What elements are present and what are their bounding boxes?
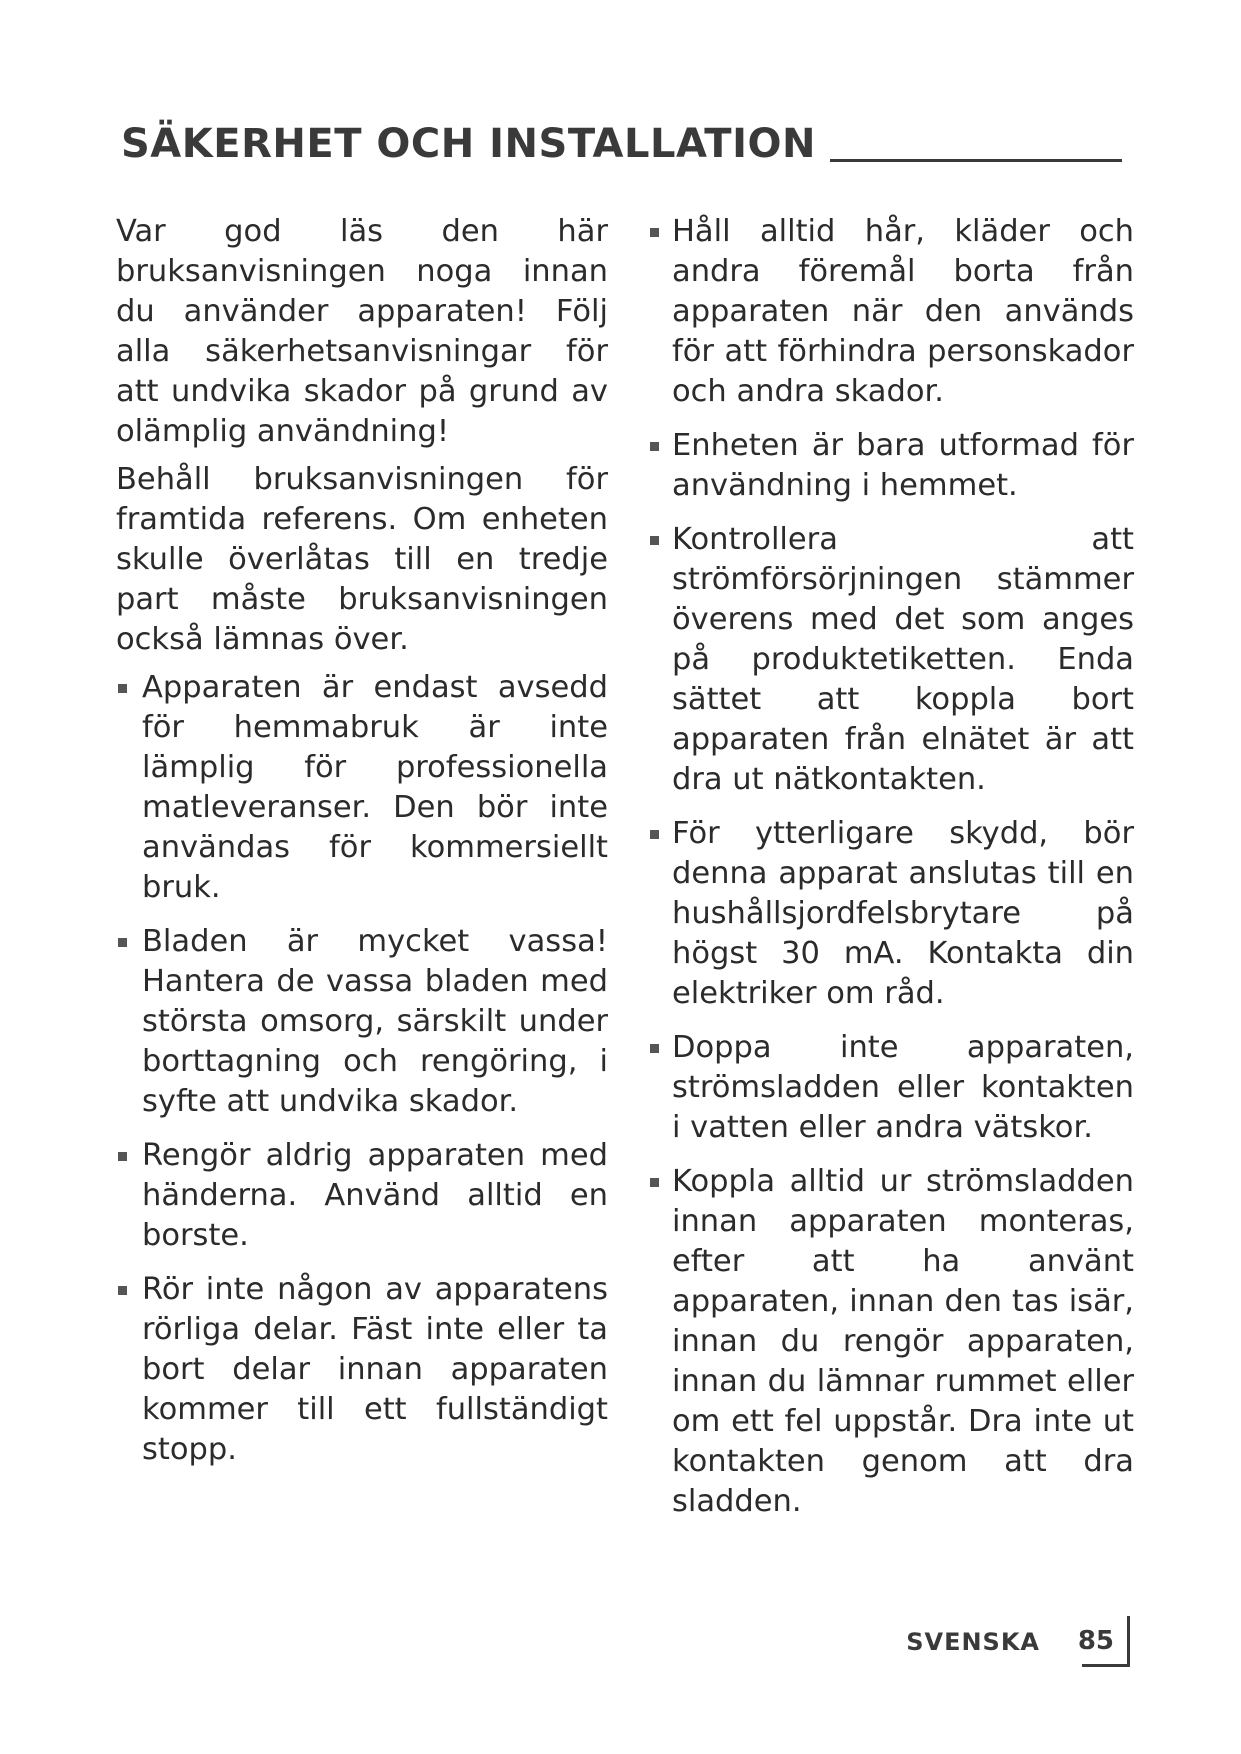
- left-column: [116, 212, 608, 1484]
- list-item: [648, 520, 1134, 800]
- list-item-text: Koppla alltid ur strömsladden innan apparaten monteras, efter att ha använt apparaten, innan den tas isär, innan du rengör apparaten, innan du lämnar rummet eller om ett fel uppstår. Dra inte ut kontakten genom att dra sladden.: [672, 1164, 1134, 1519]
- list-item: [116, 668, 608, 908]
- square-bullet-icon: [650, 830, 659, 839]
- list-item: [648, 426, 1134, 506]
- list-item-text: Bladen är mycket vassa! Hantera de vassa bladen med största omsorg, särskilt under borttagning och rengöring, i syfte att undvika skador.: [142, 924, 608, 1119]
- list-item-text: Kontrollera att strömförsörjningen stämmer överens med det som anges på produktetiketten. Enda sättet att koppla bort apparaten från elnätet är att dra ut nätkontakten.: [672, 522, 1134, 797]
- list-item-text: För ytterligare skydd, bör denna apparat anslutas till en hushållsjordfelsbrytare på högst 30 mA. Kontakta din elektriker om råd.: [672, 816, 1134, 1011]
- list-item: [116, 922, 608, 1122]
- square-bullet-icon: [650, 442, 659, 451]
- page-number: 85: [1077, 1626, 1114, 1656]
- list-item: [116, 1136, 608, 1256]
- reference-paragraph: Behåll bruksanvisningen för framtida referens. Om enheten skulle överlåtas till en tredje part måste bruksanvisningen också lämnas över.: [116, 462, 608, 657]
- square-bullet-icon: [650, 1044, 659, 1053]
- square-bullet-icon: [650, 1178, 659, 1187]
- square-bullet-icon: [650, 228, 659, 237]
- footer-corner-vertical-rule: [1127, 1616, 1130, 1666]
- square-bullet-icon: [118, 938, 127, 947]
- section-title: SÄKERHET OCH INSTALLATION: [121, 121, 816, 167]
- list-item-text: Enheten är bara utformad för användning i hemmet.: [672, 428, 1134, 503]
- footer-language: SVENSKA: [906, 1628, 1040, 1656]
- list-item: [648, 212, 1134, 412]
- header-rule: [830, 159, 1122, 162]
- square-bullet-icon: [118, 1152, 127, 1161]
- footer-corner-horizontal-rule: [1082, 1664, 1130, 1667]
- square-bullet-icon: [118, 684, 127, 693]
- list-item: [116, 1270, 608, 1470]
- list-item-text: Håll alltid hår, kläder och andra föremål borta från apparaten när den används för att förhindra personskador och andra skador.: [672, 214, 1134, 409]
- list-item: [648, 1028, 1134, 1148]
- list-item: [648, 814, 1134, 1014]
- list-item-text: Rengör aldrig apparaten med händerna. Använd alltid en borste.: [142, 1138, 608, 1253]
- list-item: [648, 1162, 1134, 1522]
- page-footer: [900, 1616, 1130, 1668]
- list-item-text: Apparaten är endast avsedd för hemmabruk är inte lämplig för professionella matleveranser. Den bör inte användas för kommersiellt bruk.: [142, 670, 608, 905]
- list-item-text: Rör inte någon av apparatens rörliga delar. Fäst inte eller ta bort delar innan apparaten kommer till ett fullständigt stopp.: [142, 1272, 608, 1467]
- list-item-text: Doppa inte apparaten, strömsladden eller kontakten i vatten eller andra vätskor.: [672, 1030, 1134, 1145]
- page-header: [121, 112, 1122, 168]
- right-column: [648, 212, 1134, 1536]
- square-bullet-icon: [118, 1286, 127, 1295]
- intro-paragraph: Var god läs den här bruksanvisningen noga innan du använder apparaten! Följ alla säkerhetsanvisningar för att undvika skador på grund av olämplig användning!: [116, 214, 608, 449]
- square-bullet-icon: [650, 536, 659, 545]
